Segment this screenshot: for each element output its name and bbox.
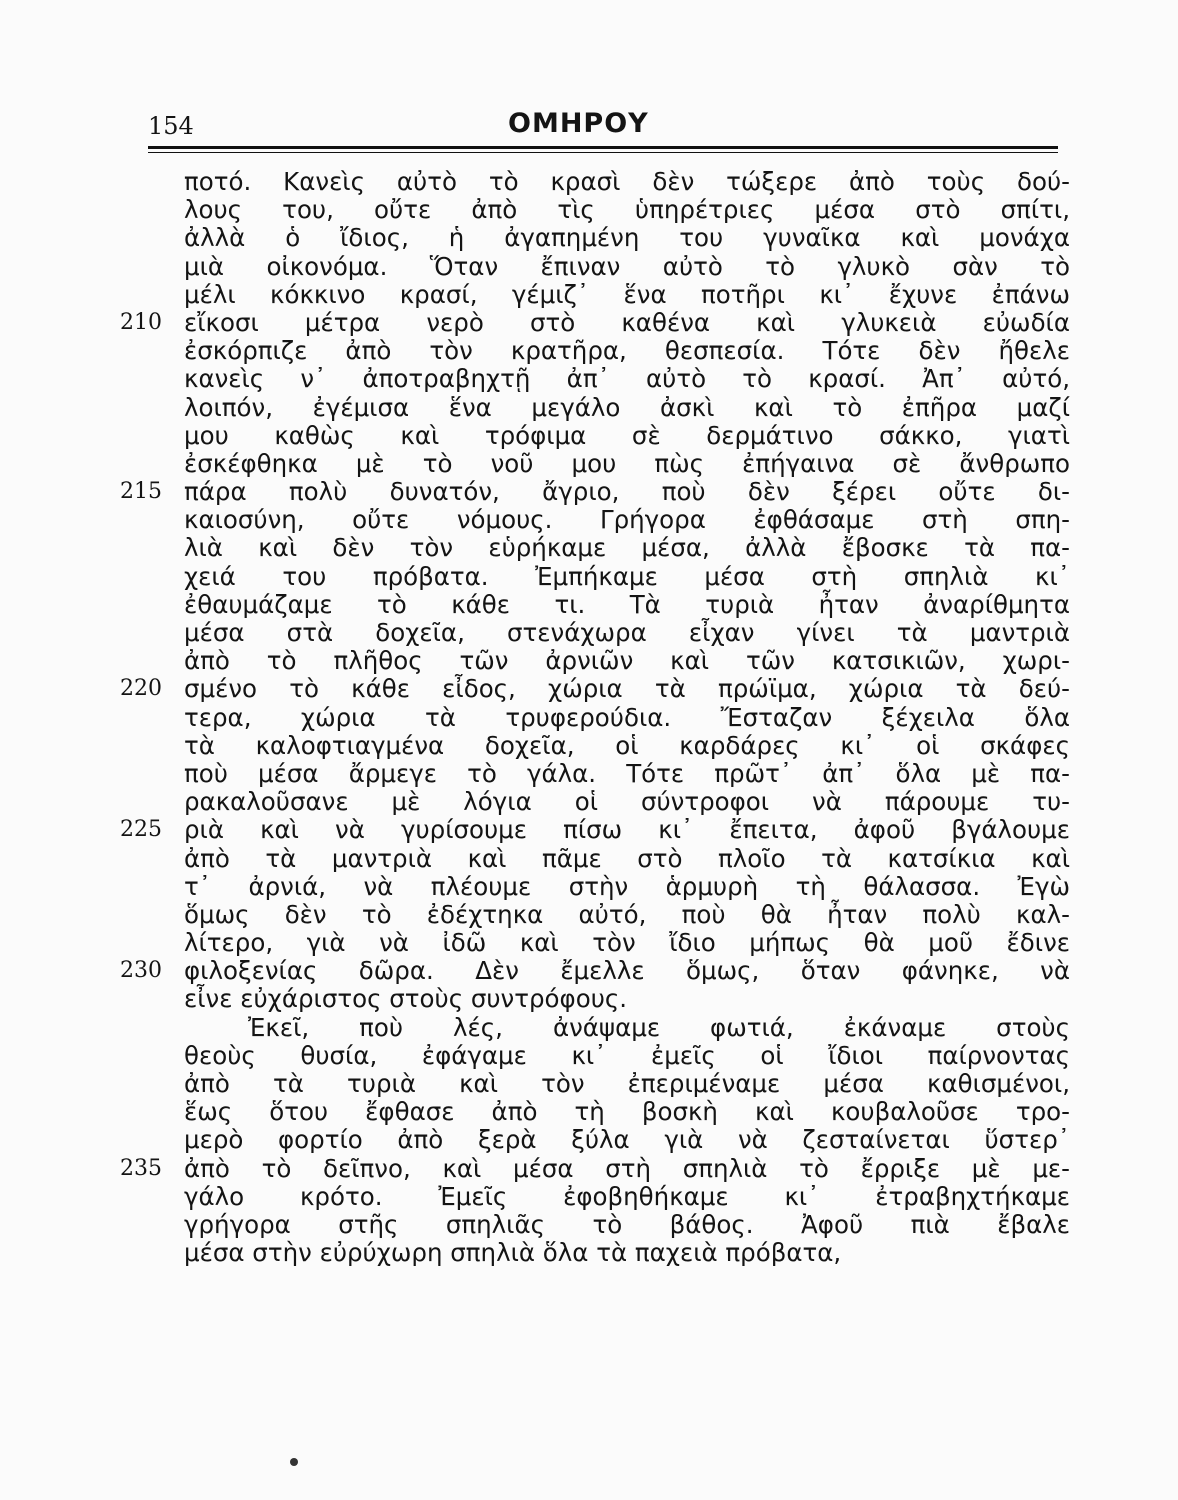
line-text: ἀπὸ τὸ δεῖπνο, καὶ μέσα στὴ σπηλιὰ τὸ ἔρριξε μὲ με-	[184, 1153, 1070, 1183]
page-header	[148, 104, 1058, 148]
line-text: τ᾽ ἀρνιά, νὰ πλέουμε στὴν ἁρμυρὴ τὴ θάλασσα. Ἐγὼ	[184, 871, 1070, 901]
text-line	[120, 309, 1070, 337]
line-text: ἐσκέφθηκα μὲ τὸ νοῦ μου πὼς ἐπήγαινα σὲ ἄνθρωπο	[184, 448, 1070, 478]
line-text: πάρα πολὺ δυνατόν, ἄγριο, ποὺ δὲν ξέρει οὔτε δι-	[184, 477, 1070, 507]
text-line	[120, 1070, 1070, 1098]
line-text: γάλο κρότο. Ἐμεῖς ἐφοβηθήκαμε κι᾽ ἐτραβηχτήκαμε	[184, 1181, 1070, 1211]
text-line	[120, 478, 1070, 506]
line-number: 225	[120, 817, 162, 843]
running-title: ΟΜΗΡΟΥ	[508, 108, 649, 139]
line-text: ἐσκόρπιζε ἀπὸ τὸν κρατῆρα, θεσπεσία. Τότε δὲν ἤθελε	[184, 336, 1070, 366]
text-line	[120, 760, 1070, 788]
header-rule-thin	[148, 152, 1058, 153]
line-text: ἀπὸ τὸ πλῆθος τῶν ἀρνιῶν καὶ τῶν κατσικιῶν, χωρι-	[184, 646, 1070, 676]
line-text: μέσα στὴν εὐρύχωρη σπηλιὰ ὅλα τὰ παχειὰ πρόβατα,	[184, 1238, 842, 1268]
text-line	[120, 1042, 1070, 1070]
line-text: Ἐκεῖ, ποὺ λές, ἀνάψαμε φωτιά, ἐκάναμε στοὺς	[248, 1012, 1070, 1042]
text-line	[120, 506, 1070, 534]
text-line	[120, 1239, 1070, 1267]
page-number: 154	[148, 112, 194, 140]
line-text: εἴκοσι μέτρα νερὸ στὸ καθένα καὶ γλυκειὰ εὐωδία	[184, 307, 1070, 337]
line-text: τὰ καλοφτιαγμένα δοχεῖα, οἱ καρδάρες κι᾽ οἱ σκάφες	[184, 730, 1070, 760]
text-line	[120, 675, 1070, 703]
line-text: ἀπὸ τὰ τυριὰ καὶ τὸν ἐπεριμέναμε μέσα καθισμένοι,	[184, 1069, 1070, 1098]
line-text: φιλοξενίας δῶρα. Δὲν ἔμελλε ὅμως, ὅταν φάνηκε, νὰ	[184, 956, 1070, 986]
line-text: λους του, οὔτε ἀπὸ τὶς ὑπηρέτριες μέσα στὸ σπίτι,	[184, 195, 1070, 225]
text-line	[120, 1155, 1070, 1183]
text-line	[120, 1098, 1070, 1126]
text-line	[120, 591, 1070, 619]
text-line	[120, 732, 1070, 760]
text-line	[120, 337, 1070, 365]
text-line	[120, 1211, 1070, 1239]
body-text	[120, 168, 1070, 1267]
text-line	[120, 901, 1070, 929]
line-text: μιὰ οἰκονόμα. Ὅταν ἔπιναν αὐτὸ τὸ γλυκὸ σὰν τὸ	[184, 251, 1070, 281]
text-line	[120, 196, 1070, 224]
text-line	[120, 929, 1070, 957]
text-line	[120, 394, 1070, 422]
line-text: κανεὶς ν᾽ ἀποτραβηχτῇ ἀπ᾽ αὐτὸ τὸ κρασί. Ἀπ᾽ αὐτό,	[184, 364, 1070, 394]
line-text: καιοσύνη, οὔτε νόμους. Γρήγορα ἐφθάσαμε στὴ σπη-	[184, 505, 1070, 535]
line-text: μου καθὼς καὶ τρόφιμα σὲ δερμάτινο σάκκο, γιατὶ	[184, 420, 1070, 450]
line-text: ἕως ὅτου ἔφθασε ἀπὸ τὴ βοσκὴ καὶ κουβαλοῦσε τρο-	[184, 1097, 1070, 1127]
line-text: ἀπὸ τὰ μαντριὰ καὶ πᾶμε στὸ πλοῖο τὰ κατσίκια καὶ	[184, 843, 1070, 873]
text-line	[120, 563, 1070, 591]
ink-dot	[290, 1458, 298, 1466]
line-text: ριὰ καὶ νὰ γυρίσουμε πίσω κι᾽ ἔπειτα, ἀφοῦ βγάλουμε	[184, 815, 1070, 845]
line-text: λίτερο, γιὰ νὰ ἰδῶ καὶ τὸν ἴδιο μήπως θὰ μοῦ ἔδινε	[184, 928, 1070, 958]
text-line	[120, 1014, 1070, 1042]
line-text: σμένο τὸ κάθε εἶδος, χώρια τὰ πρώϊμα, χώρια τὰ δεύ-	[184, 674, 1070, 704]
text-line	[120, 365, 1070, 393]
text-line	[120, 985, 1070, 1013]
line-text: λοιπόν, ἐγέμισα ἕνα μεγάλο ἀσκὶ καὶ τὸ ἐπῆρα μαζί	[184, 392, 1070, 422]
text-line	[120, 422, 1070, 450]
line-number: 220	[120, 676, 162, 702]
line-text: ρακαλοῦσανε μὲ λόγια οἱ σύντροφοι νὰ πάρουμε τυ-	[184, 787, 1070, 817]
text-line	[120, 1183, 1070, 1211]
text-line	[120, 704, 1070, 732]
line-number: 210	[120, 309, 162, 335]
text-line	[120, 281, 1070, 309]
line-text: ποὺ μέσα ἄρμεγε τὸ γάλα. Τότε πρῶτ᾽ ἀπ᾽ ὅλα μὲ πα-	[184, 758, 1070, 788]
text-line	[120, 450, 1070, 478]
line-text: χειά του πρόβατα. Ἐμπήκαμε μέσα στὴ σπηλιὰ κι᾽	[184, 561, 1070, 591]
text-line	[120, 253, 1070, 281]
line-number: 215	[120, 479, 162, 505]
line-text: ποτό. Κανεὶς αὐτὸ τὸ κρασὶ δὲν τώξερε ἀπὸ τοὺς δού-	[184, 167, 1070, 196]
text-line	[120, 845, 1070, 873]
text-line	[120, 647, 1070, 675]
line-text: μερὸ φορτίο ἀπὸ ξερὰ ξύλα γιὰ νὰ ζεσταίνεται ὕστερ᾽	[184, 1125, 1070, 1155]
line-text: ἀλλὰ ὁ ἴδιος, ἡ ἀγαπημένη του γυναῖκα καὶ μονάχα	[184, 223, 1070, 253]
line-text: λιὰ καὶ δὲν τὸν εὑρήκαμε μέσα, ἀλλὰ ἔβοσκε τὰ πα-	[184, 533, 1070, 563]
text-line	[120, 873, 1070, 901]
text-line	[120, 816, 1070, 844]
line-text: γρήγορα στῆς σπηλιᾶς τὸ βάθος. Ἀφοῦ πιὰ ἔβαλε	[184, 1209, 1070, 1239]
line-text: μέσα στὰ δοχεῖα, στενάχωρα εἶχαν γίνει τὰ μαντριὰ	[184, 618, 1070, 647]
line-number: 235	[120, 1155, 162, 1181]
line-text: ὅμως δὲν τὸ ἐδέχτηκα αὐτό, ποὺ θὰ ἦταν πολὺ καλ-	[184, 899, 1070, 929]
text-line	[120, 1126, 1070, 1154]
line-text: εἶνε εὐχάριστος στοὺς συντρόφους.	[184, 984, 628, 1014]
line-text: τερα, χώρια τὰ τρυφερούδια. Ἔσταζαν ξέχειλα ὅλα	[184, 702, 1070, 732]
line-text: μέλι κόκκινο κρασί, γέμιζ᾽ ἕνα ποτῆρι κι᾽ ἔχυνε ἐπάνω	[184, 279, 1070, 309]
text-line	[120, 224, 1070, 252]
line-text: ἐθαυμάζαμε τὸ κάθε τι. Τὰ τυριὰ ἦταν ἀναρίθμητα	[184, 589, 1070, 619]
line-text: θεοὺς θυσία, ἐφάγαμε κι᾽ ἐμεῖς οἱ ἴδιοι παίρνοντας	[184, 1040, 1070, 1070]
text-line	[120, 619, 1070, 647]
text-line	[120, 168, 1070, 196]
line-number: 230	[120, 958, 162, 984]
text-line	[120, 957, 1070, 985]
text-line	[120, 534, 1070, 562]
text-line	[120, 788, 1070, 816]
header-rule-thick	[148, 146, 1058, 149]
